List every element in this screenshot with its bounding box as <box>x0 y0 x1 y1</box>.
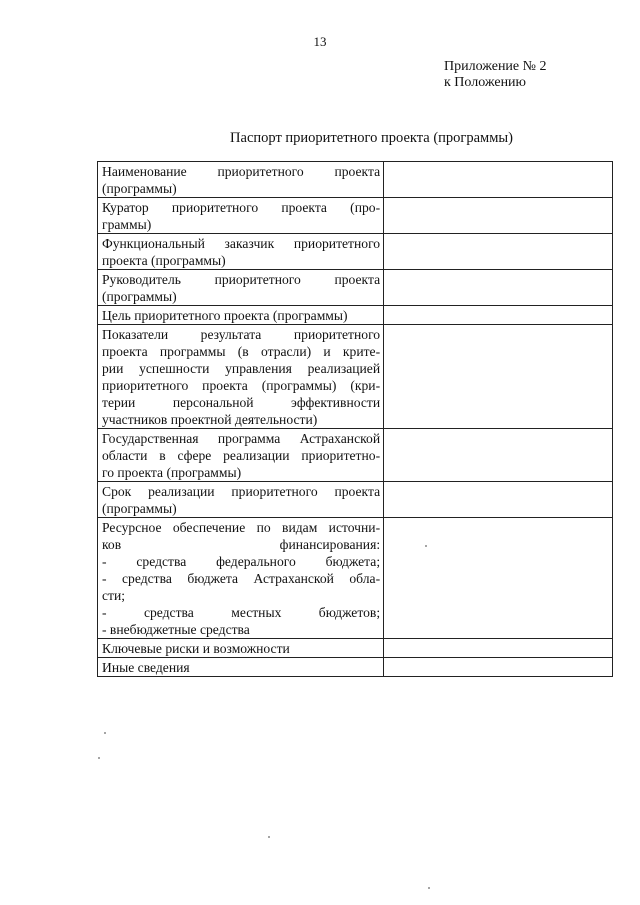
row-label-line: го проекта (программы) <box>102 465 242 480</box>
scan-speck <box>425 545 427 547</box>
row-label-line: Руководитель приоритетного проекта <box>102 272 381 287</box>
row-label-line: Цель приоритетного проекта (программы) <box>102 308 348 323</box>
row-label-line: (программы) <box>102 181 177 196</box>
row-value-cell <box>384 325 613 429</box>
scan-speck <box>268 836 270 838</box>
table-row <box>98 658 613 677</box>
passport-table-body <box>98 162 613 677</box>
row-value-cell <box>384 162 613 198</box>
table-row <box>98 518 613 639</box>
row-label-cell <box>98 306 384 325</box>
row-label-line: - средства местных бюджетов; <box>102 605 381 620</box>
document-title: Паспорт приоритетного проекта (программы) <box>230 130 513 146</box>
row-value-cell <box>384 518 613 639</box>
scan-speck <box>98 757 100 759</box>
row-label-cell <box>98 429 384 482</box>
table-row <box>98 234 613 270</box>
row-label-line: Ключевые риски и возможности <box>102 641 290 656</box>
row-label-line: проекта программы (в отрасли) и крите- <box>102 344 381 359</box>
row-label-line: Функциональный заказчик приоритетного <box>102 236 381 251</box>
row-value-cell <box>384 482 613 518</box>
table-row <box>98 198 613 234</box>
row-label-line: граммы) <box>102 217 152 232</box>
table-row <box>98 429 613 482</box>
row-label-cell <box>98 639 384 658</box>
row-value-cell <box>384 429 613 482</box>
row-value-cell <box>384 639 613 658</box>
row-value-cell <box>384 658 613 677</box>
row-label-cell <box>98 234 384 270</box>
row-label-line: Ресурсное обеспечение по видам источни- <box>102 520 381 535</box>
row-value-cell <box>384 234 613 270</box>
passport-table <box>97 161 613 677</box>
row-label-line: Иные сведения <box>102 660 190 675</box>
row-label-line: терии персональной эффективности <box>102 395 381 410</box>
row-label-cell <box>98 162 384 198</box>
scan-speck <box>428 887 430 889</box>
row-label-line: (программы) <box>102 289 177 304</box>
appendix-number: Приложение № 2 <box>444 59 547 74</box>
row-label-line: участников проектной деятельности) <box>102 412 318 427</box>
row-value-cell <box>384 270 613 306</box>
row-label-line: сти; <box>102 588 126 603</box>
row-label-cell <box>98 518 384 639</box>
row-label-line: Куратор приоритетного проекта (про- <box>102 200 381 215</box>
row-label-line: - средства бюджета Астраханской обла- <box>102 571 381 586</box>
row-label-line: Наименование приоритетного проекта <box>102 164 381 179</box>
row-label-cell <box>98 482 384 518</box>
row-label-line: - внебюджетные средства <box>102 622 250 637</box>
row-label-cell <box>98 658 384 677</box>
page-number: 13 <box>313 34 327 49</box>
row-label-line: рии успешности управления реализацией <box>102 361 381 376</box>
table-row <box>98 639 613 658</box>
row-label-line: Показатели результата приоритетного <box>102 327 381 342</box>
row-label-line: приоритетного проекта (программы) (кри- <box>102 378 381 393</box>
row-label-line: Срок реализации приоритетного проекта <box>102 484 381 499</box>
row-value-cell <box>384 306 613 325</box>
table-row <box>98 162 613 198</box>
row-label-cell <box>98 270 384 306</box>
table-row <box>98 325 613 429</box>
row-label-line: проекта (программы) <box>102 253 226 268</box>
appendix-reference <box>444 59 547 91</box>
row-label-cell <box>98 325 384 429</box>
appendix-regulation: к Положению <box>444 75 527 90</box>
row-label-line: - средства федерального бюджета; <box>102 554 381 569</box>
table-row <box>98 306 613 325</box>
table-row <box>98 482 613 518</box>
row-label-line: Государственная программа Астраханской <box>102 431 381 446</box>
row-label-line: (программы) <box>102 501 177 516</box>
row-label-cell <box>98 198 384 234</box>
row-label-line: области в сфере реализации приоритетно- <box>102 448 381 463</box>
table-row <box>98 270 613 306</box>
row-label-line: ков финансирования: <box>102 537 381 552</box>
scan-speck <box>104 732 106 734</box>
row-value-cell <box>384 198 613 234</box>
